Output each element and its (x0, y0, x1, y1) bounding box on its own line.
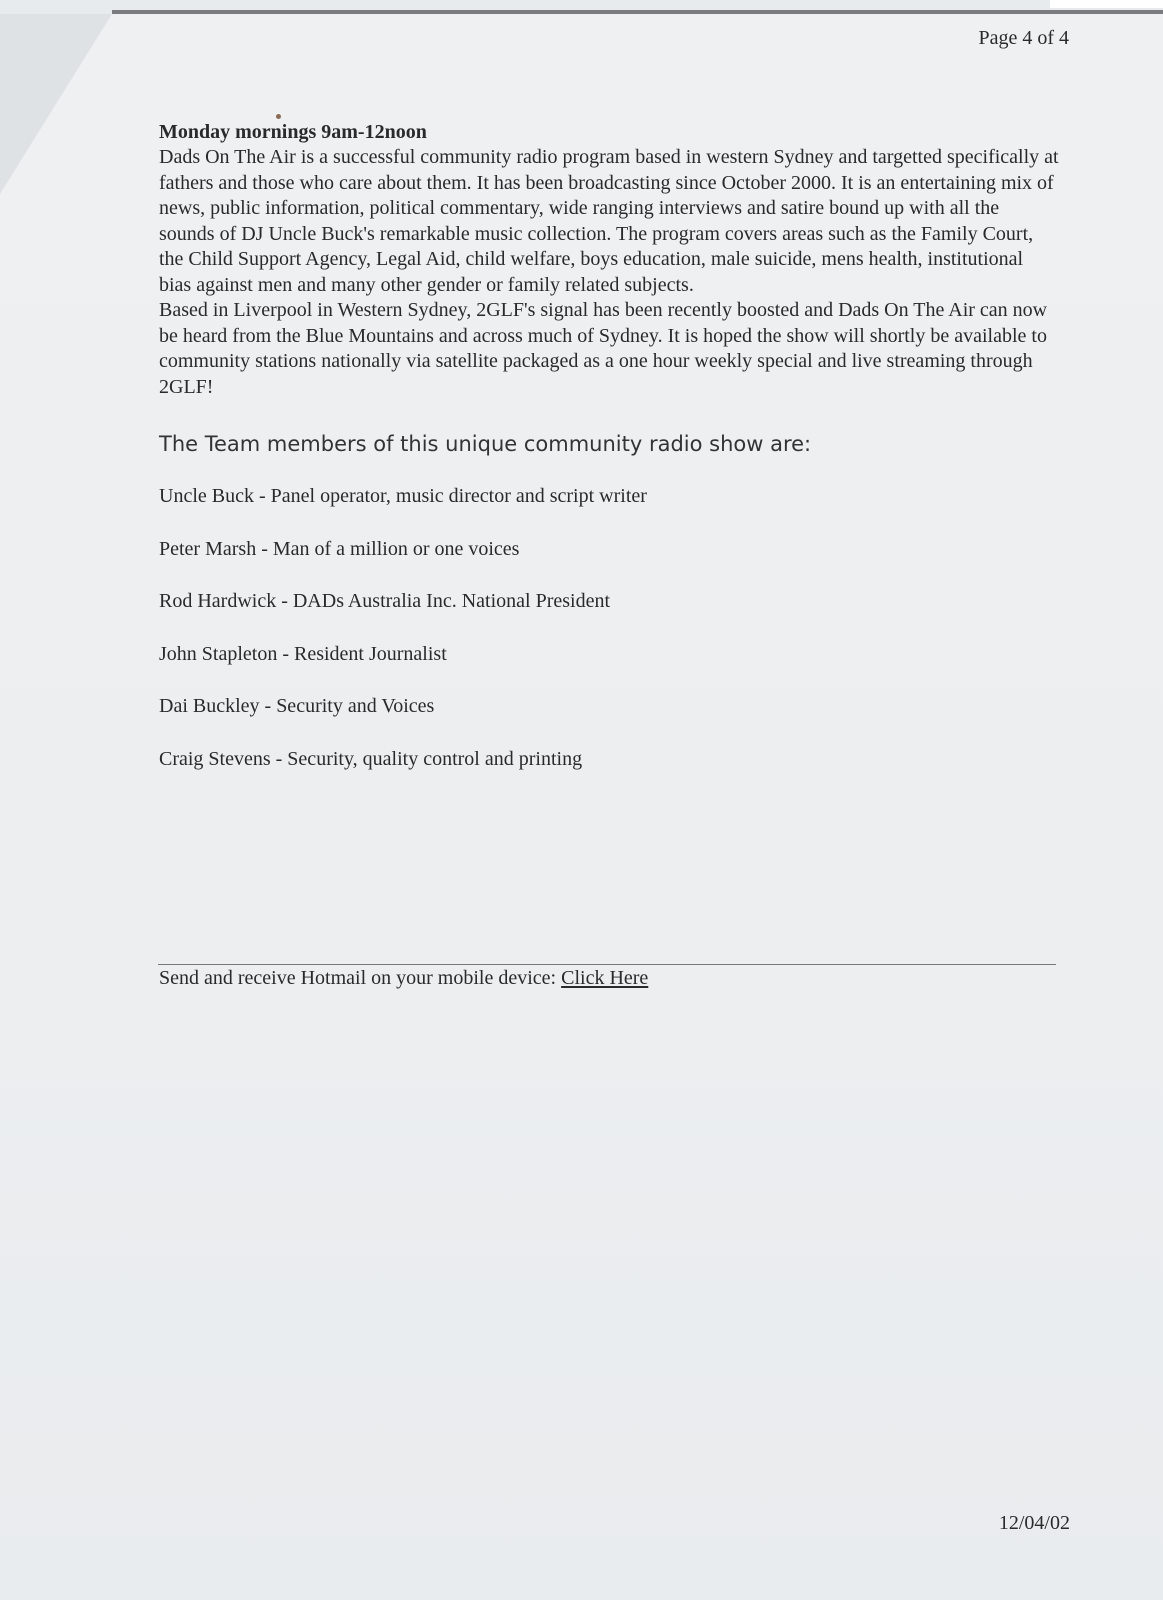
team-member: Rod Hardwick - DADs Australia Inc. National President (159, 590, 611, 612)
team-member: John Stapleton - Resident Journalist (159, 642, 447, 665)
location-paragraph: Based in Liverpool in Western Sydney, 2GLF's signal has been recently boosted and Dads On The Air can now be heard from the Blue Mountains and across much of Sydney. It is hoped the show will shortly be available to community stations nationally via satellite packaged as a one hour weekly special and live streaming through 2GLF! (159, 299, 1048, 398)
team-heading: The Team members of this unique community radio show are: (159, 432, 812, 456)
main-content (159, 119, 1059, 798)
team-list (159, 483, 1059, 772)
folded-corner (0, 14, 112, 194)
intro-paragraph: Dads On The Air is a successful community radio program based in western Sydney and targetted specifically at fathers and those who care about them. It has been broadcasting since October 2000. It is an entertaining mix of news, public information, political commentary, wide ranging interviews and satire bound up with all the sounds of DJ Uncle Buck's remarkable music collection. The program covers areas such as the Family Court, the Child Support Agency, Legal Aid, child welfare, boys education, male suicide, mens health, institutional bias against men and many other gender or family related subjects. (159, 146, 1059, 296)
footer-line (159, 967, 648, 990)
team-member: Uncle Buck - Panel operator, music director and script writer (159, 485, 647, 507)
team-member: Craig Stevens - Security, quality control and printing (159, 747, 583, 770)
footer-divider (158, 964, 1056, 965)
page-number: Page 4 of 4 (978, 27, 1069, 49)
team-member: Peter Marsh - Man of a million or one voices (159, 537, 520, 560)
schedule-heading: Monday mornings 9am-12noon (159, 121, 427, 143)
scan-edge-right (1050, 0, 1163, 8)
footer-text: Send and receive Hotmail on your mobile device: (159, 967, 562, 989)
click-here-link[interactable]: Click Here (561, 967, 649, 989)
team-member: Dai Buckley - Security and Voices (159, 695, 435, 717)
print-date: 12/04/02 (998, 1512, 1070, 1534)
